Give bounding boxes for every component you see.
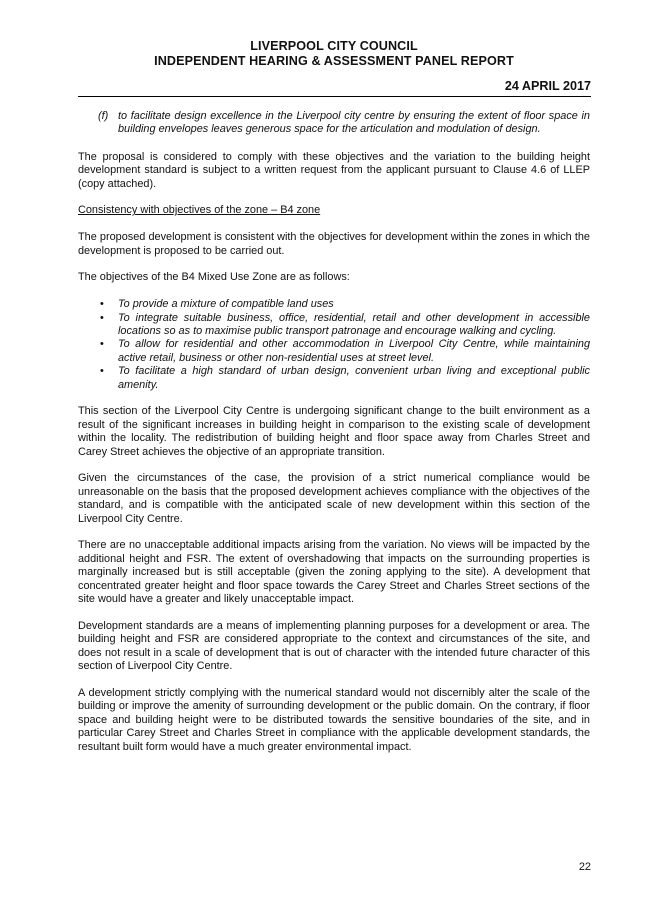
list-item-text: To facilitate a high standard of urban design, convenient urban living and exceptional public amenity. bbox=[118, 365, 590, 391]
list-item-text: To integrate suitable business, office, residential, retail and other development in accessible locations so as to maximise public transport patronage and encourage walking and cycling. bbox=[118, 311, 590, 338]
paragraph-consistency: The proposed development is consistent with the objectives for development within the zones in which the development is proposed to be carried out. bbox=[78, 231, 590, 257]
list-item-text: To allow for residential and other accommodation in Liverpool City Centre, while maintaining active retail, business or other non-residential uses at street level. bbox=[118, 338, 590, 364]
list-item bbox=[78, 365, 590, 392]
bullet-icon: • bbox=[100, 311, 104, 324]
objectives-list bbox=[78, 298, 590, 392]
page-number: 22 bbox=[578, 861, 591, 873]
bullet-icon: • bbox=[100, 338, 104, 351]
clause-text: to facilitate design excellence in the Liverpool city centre by ensuring the extent of floor space in building envelopes leaves generous space for the articulation and modulation of design. bbox=[118, 110, 590, 136]
paragraph-strict-compliance: Given the circumstances of the case, the provision of a strict numerical compliance would be unreasonable on the basis that the proposed development achieves compliance with the objectives of the standard, and is compatible with the anticipated scale of new development within this section of the Liverpool City Centre. bbox=[78, 472, 590, 525]
section-heading: Consistency with objectives of the zone – B4 zone bbox=[78, 204, 321, 217]
list-item bbox=[78, 312, 590, 339]
council-name: LIVERPOOL CITY COUNCIL bbox=[250, 39, 418, 53]
paragraph-city-centre-change: This section of the Liverpool City Centre is undergoing significant change to the built environment as a result of the significant increases in building height in comparison to the existing scale of development within the locality. The redistribution of building height and floor space away from Charles Street and Carey Street achieves the objective of an appropriate transition. bbox=[78, 405, 590, 458]
list-item bbox=[78, 298, 590, 311]
list-item-text: To provide a mixture of compatible land uses bbox=[118, 298, 334, 311]
clause-f bbox=[98, 110, 590, 137]
document-body bbox=[78, 110, 590, 767]
header-divider bbox=[78, 96, 591, 97]
bullet-icon: • bbox=[100, 298, 104, 311]
report-date: 24 APRIL 2017 bbox=[504, 79, 591, 93]
report-title: INDEPENDENT HEARING & ASSESSMENT PANEL REPORT bbox=[154, 54, 514, 68]
paragraph-objectives-intro: The objectives of the B4 Mixed Use Zone are as follows: bbox=[78, 271, 350, 284]
paragraph-numerical-standard: A development strictly complying with the numerical standard would not discernibly alter the scale of the building or improve the amenity of surrounding development or the public domain. On the contrary, if floor space and building height were to be distributed towards the sensitive boundaries of the site, and in particular Carey Street and Charles Street in compliance with the applicable development standards, the resultant built form would have a much greater environmental impact. bbox=[78, 686, 590, 753]
clause-label: (f) bbox=[98, 110, 109, 122]
paragraph-impacts: There are no unacceptable additional impacts arising from the variation. No views will be impacted by the additional height and FSR. The extent of overshadowing that impacts on the surrounding properties is marginally increased but is still acceptable (given the zoning applying to the site). A development that concentrated greater height and floor space towards the Carey Street and Charles Street sections of the site would have a greater and likely unacceptable impact. bbox=[78, 539, 590, 606]
bullet-icon: • bbox=[100, 365, 104, 378]
list-item bbox=[78, 338, 590, 365]
paragraph-compliance: The proposal is considered to comply with these objectives and the variation to the building height development standard is subject to a written request from the applicant pursuant to Clause 4.6 of LLEP (copy attached). bbox=[78, 150, 590, 190]
paragraph-development-standards: Development standards are a means of implementing planning purposes for a development or area. The building height and FSR are considered appropriate to the context and circumstances of the site, and does not result in a scale of development that is out of character with the intended future character of this section of Liverpool City Centre. bbox=[78, 619, 590, 673]
